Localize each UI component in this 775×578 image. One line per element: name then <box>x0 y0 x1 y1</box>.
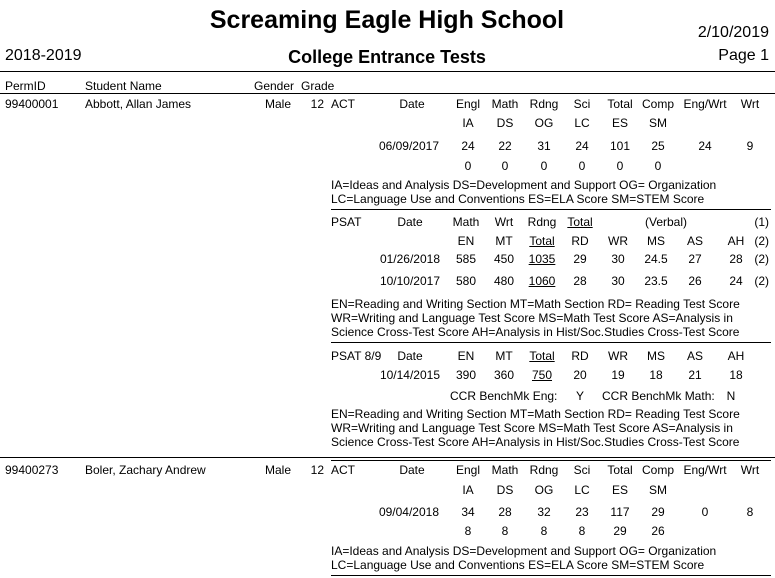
psat-head-verbal: (Verbal) <box>644 215 688 229</box>
act-head-ds: DS <box>496 116 514 130</box>
act-subscore: 8 <box>464 524 472 538</box>
psat-flag: (2) <box>754 274 769 288</box>
psat-head-as: AS <box>686 234 704 248</box>
psat-score: 24.5 <box>644 252 668 266</box>
psat-head-total: Total <box>567 215 593 229</box>
act-head-engl: Engl <box>455 463 481 477</box>
act-legend: IA=Ideas and Analysis DS=Development and Support OG= Organization <box>331 178 717 192</box>
student-name: Boler, Zachary Andrew <box>85 463 206 477</box>
psat-head-flag2: (2) <box>754 234 769 248</box>
psat-score: 450 <box>493 252 515 266</box>
act-subscore: 0 <box>578 159 586 173</box>
psat-score: 580 <box>455 274 477 288</box>
school-name: Screaming Eagle High School <box>209 6 565 34</box>
psat89-head-total: Total <box>529 349 555 363</box>
act-head-sm: SM <box>649 116 667 130</box>
psat89-head-ms: MS <box>647 349 665 363</box>
psat-legend: Science Cross-Test Score AH=Analysis in Hist/Soc.Studies Cross-Test Score <box>331 325 740 339</box>
act-score: 24 <box>575 139 589 153</box>
act-score: 9 <box>746 139 754 153</box>
act-head-total: Total <box>607 97 633 111</box>
psat-score: 24 <box>729 274 743 288</box>
act-head-wrt: Wrt <box>740 463 760 477</box>
column-divider <box>0 93 775 94</box>
act-legend: LC=Language Use and Conventions ES=ELA Score SM=STEM Score <box>331 192 705 206</box>
psat-date: 01/26/2018 <box>379 252 440 266</box>
bench-math-label: CCR BenchMk Math: <box>602 389 715 403</box>
psat89-head-en: EN <box>457 349 475 363</box>
act-subscore: 8 <box>540 524 548 538</box>
psat-head-math: Math <box>452 215 480 229</box>
psat-flag: (2) <box>754 252 769 266</box>
student-divider <box>0 457 775 458</box>
col-student-name: Student Name <box>85 79 162 93</box>
act-score: 23 <box>575 505 589 519</box>
act-score: 31 <box>537 139 551 153</box>
act-head-lc: LC <box>574 483 590 497</box>
bench-eng-label: CCR BenchMk Eng: <box>450 389 558 403</box>
act-legend: IA=Ideas and Analysis DS=Development and Support OG= Organization <box>331 544 717 558</box>
act-subscore: 26 <box>651 524 665 538</box>
act-score: 28 <box>498 505 512 519</box>
test-label-act: ACT <box>331 97 355 111</box>
psat-score: 29 <box>573 252 587 266</box>
act-head-comp: Comp <box>641 463 675 477</box>
act-head-wrt: Wrt <box>740 97 760 111</box>
act-head-ia: IA <box>462 483 474 497</box>
act-head-og: OG <box>534 116 554 130</box>
act-subscore: 0 <box>464 159 472 173</box>
psat89-score: 18 <box>649 368 663 382</box>
page-number: Page 1 <box>718 47 769 64</box>
psat89-head-wr: WR <box>608 349 628 363</box>
section-divider <box>331 209 771 210</box>
psat89-legend: Science Cross-Test Score AH=Analysis in Hist/Soc.Studies Cross-Test Score <box>331 435 740 449</box>
col-gender: Gender <box>254 79 295 93</box>
act-head-eng-wrt: Eng/Wrt <box>683 463 727 477</box>
col-grade: Grade <box>301 79 335 93</box>
report-date: 2/10/2019 <box>697 24 769 41</box>
psat89-head-mt: MT <box>495 349 513 363</box>
psat-score: 1060 <box>528 274 556 288</box>
section-divider <box>331 575 771 576</box>
psat-head-ah: AH <box>727 234 745 248</box>
act-head-comp: Comp <box>641 97 675 111</box>
psat-score: 23.5 <box>644 274 668 288</box>
psat-legend: EN=Reading and Writing Section MT=Math Section RD= Reading Test Score <box>331 297 740 311</box>
act-score: 32 <box>537 505 551 519</box>
bench-eng-value: Y <box>575 389 585 403</box>
psat-score: 30 <box>611 274 625 288</box>
psat89-score: 20 <box>573 368 587 382</box>
act-subscore: 0 <box>501 159 509 173</box>
act-subscore: 0 <box>616 159 624 173</box>
psat-head-date: Date <box>397 215 423 229</box>
psat-head-rd: RD <box>571 234 589 248</box>
student-permid: 99400273 <box>5 463 59 477</box>
act-score: 22 <box>498 139 512 153</box>
act-subscore: 8 <box>501 524 509 538</box>
psat-score: 30 <box>611 252 625 266</box>
act-subscore: 0 <box>654 159 662 173</box>
psat89-score: 19 <box>611 368 625 382</box>
act-head-date: Date <box>399 463 425 477</box>
psat-head-mt: MT <box>495 234 513 248</box>
act-head-ds: DS <box>496 483 514 497</box>
act-head-es: ES <box>611 116 629 130</box>
act-head-sci: Sci <box>573 463 591 477</box>
act-head-sci: Sci <box>573 97 591 111</box>
psat-head-wrt: Wrt <box>494 215 514 229</box>
act-legend: LC=Language Use and Conventions ES=ELA Score SM=STEM Score <box>331 558 705 572</box>
psat-date: 10/10/2017 <box>379 274 440 288</box>
test-label-psat: PSAT <box>331 215 362 229</box>
act-head-math: Math <box>491 463 519 477</box>
act-head-total: Total <box>607 463 633 477</box>
psat89-head-as: AS <box>686 349 704 363</box>
act-score: 101 <box>609 139 631 153</box>
psat-score: 27 <box>688 252 702 266</box>
act-head-sm: SM <box>649 483 667 497</box>
act-head-ia: IA <box>462 116 474 130</box>
act-head-eng-wrt: Eng/Wrt <box>683 97 727 111</box>
col-permid: PermID <box>5 79 46 93</box>
psat-head-rdng: Rdng <box>527 215 557 229</box>
psat-score: 1035 <box>528 252 556 266</box>
act-score: 8 <box>746 505 754 519</box>
act-head-es: ES <box>611 483 629 497</box>
act-head-rdng: Rdng <box>529 463 559 477</box>
student-grade: 12 <box>310 97 324 111</box>
act-score: 25 <box>651 139 665 153</box>
header-divider <box>0 71 775 72</box>
student-grade: 12 <box>310 463 324 477</box>
psat-score: 26 <box>688 274 702 288</box>
psat-score: 585 <box>455 252 477 266</box>
psat-head-en: EN <box>457 234 475 248</box>
psat-score: 28 <box>729 252 743 266</box>
report-title: College Entrance Tests <box>288 47 486 67</box>
psat89-legend: WR=Writing and Language Test Score MS=Math Test Score AS=Analysis in <box>331 421 733 435</box>
school-year: 2018-2019 <box>5 47 82 64</box>
act-subscore: 29 <box>613 524 627 538</box>
psat89-date: 10/14/2015 <box>379 368 440 382</box>
act-date: 06/09/2017 <box>378 139 439 153</box>
act-score: 117 <box>610 505 630 519</box>
act-score: 24 <box>698 139 712 153</box>
act-score: 24 <box>461 139 475 153</box>
section-divider <box>331 342 771 343</box>
psat-head-wr: WR <box>608 234 628 248</box>
psat-head-flag1: (1) <box>754 215 769 229</box>
psat-score: 28 <box>573 274 587 288</box>
act-subscore: 8 <box>578 524 586 538</box>
psat-head-total2: Total <box>529 234 555 248</box>
act-head-og: OG <box>534 483 554 497</box>
test-label-act: ACT <box>331 463 355 477</box>
act-subscore: 0 <box>540 159 548 173</box>
act-score: 0 <box>701 505 709 519</box>
psat-head-ms: MS <box>647 234 665 248</box>
section-divider <box>331 460 771 461</box>
psat89-head-date: Date <box>397 349 423 363</box>
psat89-score: 18 <box>729 368 743 382</box>
bench-math-value: N <box>726 389 736 403</box>
act-head-lc: LC <box>574 116 590 130</box>
student-permid: 99400001 <box>5 97 59 111</box>
psat89-score: 21 <box>688 368 702 382</box>
psat-legend: WR=Writing and Language Test Score MS=Math Test Score AS=Analysis in <box>331 311 733 325</box>
act-head-math: Math <box>491 97 519 111</box>
act-head-date: Date <box>399 97 425 111</box>
student-name: Abbott, Allan James <box>85 97 192 111</box>
psat89-head-rd: RD <box>571 349 589 363</box>
act-score: 29 <box>651 505 665 519</box>
psat89-legend: EN=Reading and Writing Section MT=Math Section RD= Reading Test Score <box>331 407 740 421</box>
act-head-engl: Engl <box>455 97 481 111</box>
psat89-score: 390 <box>455 368 477 382</box>
act-score: 34 <box>461 505 475 519</box>
psat-score: 480 <box>493 274 515 288</box>
test-label-psat89: PSAT 8/9 <box>331 349 382 363</box>
psat89-score: 360 <box>493 368 515 382</box>
act-date: 09/04/2018 <box>378 505 439 519</box>
student-gender: Male <box>265 97 292 111</box>
act-head-rdng: Rdng <box>529 97 559 111</box>
psat89-head-ah: AH <box>727 349 745 363</box>
psat89-score: 750 <box>531 368 553 382</box>
student-gender: Male <box>265 463 292 477</box>
